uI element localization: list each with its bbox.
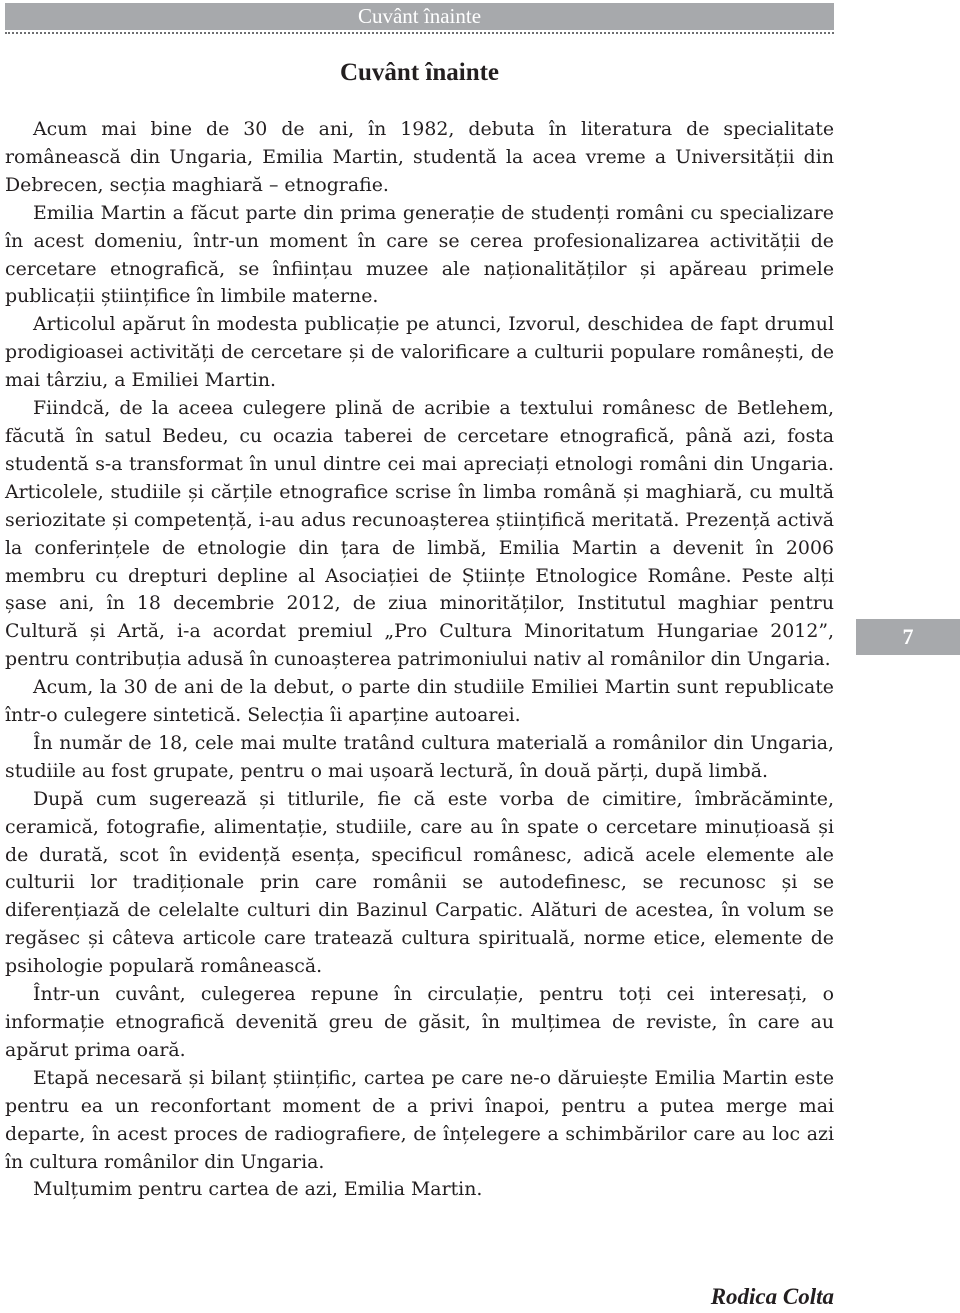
- header-dotted-rule: [5, 32, 834, 34]
- paragraph: Acum, la 30 de ani de la debut, o parte din studiile Emiliei Martin sunt republicate într-o culegere sintetică. Selecția îi aparține autoarei.: [5, 676, 834, 727]
- paragraph: În număr de 18, cele mai multe tratând cultura materială a românilor din Ungaria, studiile au fost grupate, pentru o mai ușoară lectură, în două părți, după limbă.: [5, 731, 834, 782]
- paragraph: După cum sugerează și titlurile, fie că este vorba de cimitire, îmbrăcăminte, ceramică, fotografie, alimentație, studiile, care au în spate o cercetare minuțioasă și de durată, scot în evidență esența, specificul românesc, adică acele elemente ale culturii lor tradiționale prin care românii se autodefinesc, se recunosc și se diferențiază de celelalte culturi din Bazinul Carpatic. Alături de acestea, în volum se regăsec și câteva articole care tratează cultura spirituală, norme etice, elemente de psihologie populară românească.: [5, 787, 834, 978]
- paragraph: Într-un cuvânt, culegerea repune în circulație, pentru toți cei interesați, o informație etnografică devenită greu de găsit, în mulțimea de reviste, în care au apărut prima oară.: [5, 983, 834, 1061]
- paragraph: Etapă necesară și bilanț științific, cartea pe care ne-o dăruiește Emilia Martin este pentru ea un reconfortant moment de a privi înapoi, pentru a putea merge mai departe, în acest proces de radiografiere, de înțelegere a schimbărilor care au loc azi în cultura românilor din Ungaria.: [5, 1066, 834, 1173]
- paragraph: Articolul apărut în modesta publicație pe atunci, Izvorul, deschidea de fapt drumul prodigioasei activități de cercetare și de valorificare a culturii populare românești, de mai târziu, a Emiliei Martin.: [5, 313, 834, 392]
- body-text: [5, 116, 834, 1204]
- running-header: [5, 3, 834, 30]
- chapter-title: Cuvânt înainte: [339, 59, 500, 86]
- author-signature: Rodica Colta: [710, 1284, 834, 1309]
- paragraph: Emilia Martin a făcut parte din prima generație de studenți români cu specializare în acest domeniu, într-un moment în care se cerea profesionalizarea activității de cercetare etnografică, se înființau muzee ale naționalităților și apăreau primele publicații științifice în limbile materne.: [5, 201, 834, 308]
- paragraph: Acum mai bine de 30 de ani, în 1982, debuta în literatura de specialitate românească din Ungaria, Emilia Martin, studentă la acea vreme a Universității din Debrecen, secția maghiară – etnografie.: [5, 118, 834, 196]
- page-number: 7: [902, 624, 914, 649]
- paragraph: Mulțumim pentru cartea de azi, Emilia Martin.: [33, 1178, 483, 1201]
- paragraph: Fiindcă, de la aceea culegere plină de acribie a textului românesc de Betlehem, făcută în satul Bedeu, cu ocazia taberei de cercetare etnografică, până azi, fosta studentă s-a transformat în unul dintre cei mai apreciați etnologi români din Ungaria. Articolele, studiile și cărțile etnografice scrise în limba română și maghiară, cu multă seriozitate și competență, i-au adus recunoașterea științifică meritată. Prezență activă la conferințele de etnologie din țara de limbă, Emilia Martin a devenit în 2006 membru cu drepturi depline al Asociației de Științe Etnologice Române. Peste alți șase ani, în 18 decembrie 2012, de ziua minorităților, Institutul maghiar pentru Cultură și Artă, i-a acordat premiul „Pro Cultura Minoritatum Hungariae 2012”, pentru contribuția adusă în cunoașterea patrimoniului nativ al românilor din Ungaria.: [5, 397, 834, 671]
- running-header-title: Cuvânt înainte: [357, 4, 482, 28]
- page-number-tab: [856, 619, 960, 655]
